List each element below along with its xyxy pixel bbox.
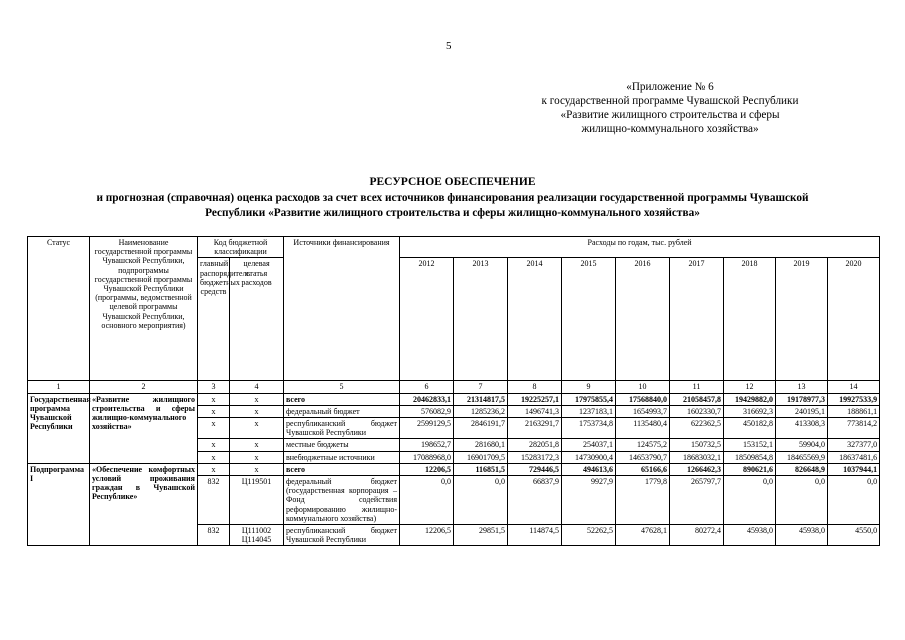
year-2019: 2019 [776,258,828,381]
row-year-value: 890621,6 [724,463,776,475]
year-2015: 2015 [562,258,616,381]
appendix-line-1: «Приложение № 6 [626,81,714,93]
row-year-value: 52262,5 [562,525,616,546]
row-funding-source: местные бюджеты [284,439,400,451]
column-number: 4 [230,381,284,393]
row-year-value: 729446,5 [508,463,562,475]
appendix-line-2: к государственной программе Чувашской Республики [541,95,799,107]
row-year-value: 45938,0 [724,525,776,546]
row-year-value: 17568840,0 [616,393,670,405]
row-year-value: 12206,5 [400,463,454,475]
row-year-value: 19429882,0 [724,393,776,405]
column-number: 11 [670,381,724,393]
row-year-value: 15283172,3 [508,451,562,463]
page-number: 5 [446,40,452,52]
column-number: 5 [284,381,400,393]
column-number: 14 [828,381,880,393]
row-year-value: 1135480,4 [616,418,670,439]
row-year-value: 1753734,8 [562,418,616,439]
row-year-value: 14730900,4 [562,451,616,463]
document-subtitle [0,191,905,221]
row-status: Подпрограмма I [28,463,90,546]
year-2018: 2018 [724,258,776,381]
row-manager-code: x [198,418,230,439]
row-program-name: «Развитие жилищного строительства и сферы жилищно-коммунального хозяйства» [90,393,198,463]
row-year-value: 622362,5 [670,418,724,439]
year-2012: 2012 [400,258,454,381]
row-year-value: 19225257,1 [508,393,562,405]
row-year-value: 494613,6 [562,463,616,475]
row-year-value: 240195,1 [776,405,828,417]
row-year-value: 153152,1 [724,439,776,451]
row-funding-source: республиканский бюджет Чувашской Республики [284,525,400,546]
row-year-value: 327377,0 [828,439,880,451]
header-expenses: Расходы по годам, тыс. рублей [400,237,880,258]
row-year-value: 413308,3 [776,418,828,439]
row-year-value: 18509854,8 [724,451,776,463]
resource-table [27,236,880,546]
column-number-row [28,381,880,393]
header-status: Статус [28,237,90,381]
row-year-value: 254037,1 [562,439,616,451]
column-number: 9 [562,381,616,393]
row-year-value: 66837,9 [508,476,562,525]
row-manager-code: 832 [198,525,230,546]
row-manager-code: x [198,439,230,451]
column-number: 10 [616,381,670,393]
row-target-article: x [230,393,284,405]
row-year-value: 198652,7 [400,439,454,451]
row-year-value: 2599129,5 [400,418,454,439]
row-year-value: 114874,5 [508,525,562,546]
row-year-value: 17088968,0 [400,451,454,463]
row-year-value: 4550,0 [828,525,880,546]
row-funding-source: внебюджетные источники [284,451,400,463]
row-target-article: x [230,439,284,451]
column-number: 3 [198,381,230,393]
row-year-value: 1779,8 [616,476,670,525]
row-target-article: Ц119501 [230,476,284,525]
column-number: 12 [724,381,776,393]
row-year-value: 1496741,3 [508,405,562,417]
row-year-value: 1237183,1 [562,405,616,417]
row-year-value: 19927533,9 [828,393,880,405]
row-year-value: 16901709,5 [454,451,508,463]
row-year-value: 2163291,7 [508,418,562,439]
row-manager-code: x [198,451,230,463]
column-number: 8 [508,381,562,393]
row-year-value: 1654993,7 [616,405,670,417]
header-target-article: целевая статья расходов [230,258,284,381]
row-funding-source: всего [284,393,400,405]
column-number: 13 [776,381,828,393]
row-year-value: 576082,9 [400,405,454,417]
row-year-value: 1285236,2 [454,405,508,417]
row-year-value: 0,0 [776,476,828,525]
row-target-article: x [230,418,284,439]
column-number: 2 [90,381,198,393]
row-year-value: 0,0 [400,476,454,525]
row-year-value: 124575,2 [616,439,670,451]
appendix-line-4: жилищно-коммунального хозяйства» [581,123,759,135]
row-year-value: 450182,8 [724,418,776,439]
row-year-value: 282051,8 [508,439,562,451]
row-manager-code: 832 [198,476,230,525]
row-year-value: 1602330,7 [670,405,724,417]
row-year-value: 0,0 [828,476,880,525]
row-year-value: 14653790,7 [616,451,670,463]
year-2020: 2020 [828,258,880,381]
row-year-value: 18465569,9 [776,451,828,463]
row-year-value: 0,0 [454,476,508,525]
year-2013: 2013 [454,258,508,381]
row-year-value: 65166,6 [616,463,670,475]
row-year-value: 12206,5 [400,525,454,546]
row-year-value: 281680,1 [454,439,508,451]
row-funding-source: федеральный бюджет [284,405,400,417]
row-year-value: 116851,5 [454,463,508,475]
row-manager-code: x [198,405,230,417]
row-year-value: 18637481,6 [828,451,880,463]
appendix-line-3: «Развитие жилищного строительства и сферы [560,109,780,121]
row-year-value: 18683032,1 [670,451,724,463]
year-2017: 2017 [670,258,724,381]
row-manager-code: x [198,393,230,405]
row-year-value: 47628,1 [616,525,670,546]
row-year-value: 17975855,4 [562,393,616,405]
row-year-value: 45938,0 [776,525,828,546]
document-title: РЕСУРСНОЕ ОБЕСПЕЧЕНИЕ [369,176,536,188]
row-year-value: 826648,9 [776,463,828,475]
row-year-value: 19178977,3 [776,393,828,405]
column-number: 7 [454,381,508,393]
row-target-article: Ц111002 Ц114045 [230,525,284,546]
appendix-note [480,80,860,136]
year-2014: 2014 [508,258,562,381]
header-name: Наименование государственной программы Чувашской Республики, подпрограммы государственной программы Чувашской Республики (программы, ведомственной целевой программы Чувашской Республики, основного мероприятия) [90,237,198,381]
row-target-article: x [230,405,284,417]
year-2016: 2016 [616,258,670,381]
row-year-value: 1037944,1 [828,463,880,475]
row-year-value: 316692,3 [724,405,776,417]
row-funding-source: федеральный бюджет (государственная корпорация – Фонд содействия реформированию жилищно-коммунального хозяйства) [284,476,400,525]
column-number: 1 [28,381,90,393]
row-year-value: 21314817,5 [454,393,508,405]
row-year-value: 0,0 [724,476,776,525]
row-year-value: 773814,2 [828,418,880,439]
row-program-name: «Обеспечение комфортных условий проживания граждан в Чувашской Республике» [90,463,198,546]
row-year-value: 9927,9 [562,476,616,525]
row-target-article: x [230,451,284,463]
document-subtitle-text: и прогнозная (справочная) оценка расходов за счет всех источников финансирования реализации государственной программы Чувашской Республики «Развитие жилищного строительства и сферы жилищно-коммунального хозяйства» [96,192,809,219]
row-year-value: 21058457,8 [670,393,724,405]
row-year-value: 1266462,3 [670,463,724,475]
row-year-value: 29851,5 [454,525,508,546]
row-year-value: 59904,0 [776,439,828,451]
header-main-manager: главный распорядитель бюджетных средств [198,258,230,381]
header-budget-code: Код бюджетной классификации [198,237,284,258]
row-year-value: 265797,7 [670,476,724,525]
row-manager-code: x [198,463,230,475]
row-year-value: 2846191,7 [454,418,508,439]
column-number: 6 [400,381,454,393]
row-funding-source: республиканский бюджет Чувашской Республики [284,418,400,439]
row-year-value: 20462833,1 [400,393,454,405]
row-year-value: 188861,1 [828,405,880,417]
row-year-value: 150732,5 [670,439,724,451]
row-year-value: 80272,4 [670,525,724,546]
table-row [28,463,880,475]
row-funding-source: всего [284,463,400,475]
table-row [28,393,880,405]
row-status: Государственная программа Чувашской Республики [28,393,90,463]
row-target-article: x [230,463,284,475]
header-sources: Источники финансирования [284,237,400,381]
